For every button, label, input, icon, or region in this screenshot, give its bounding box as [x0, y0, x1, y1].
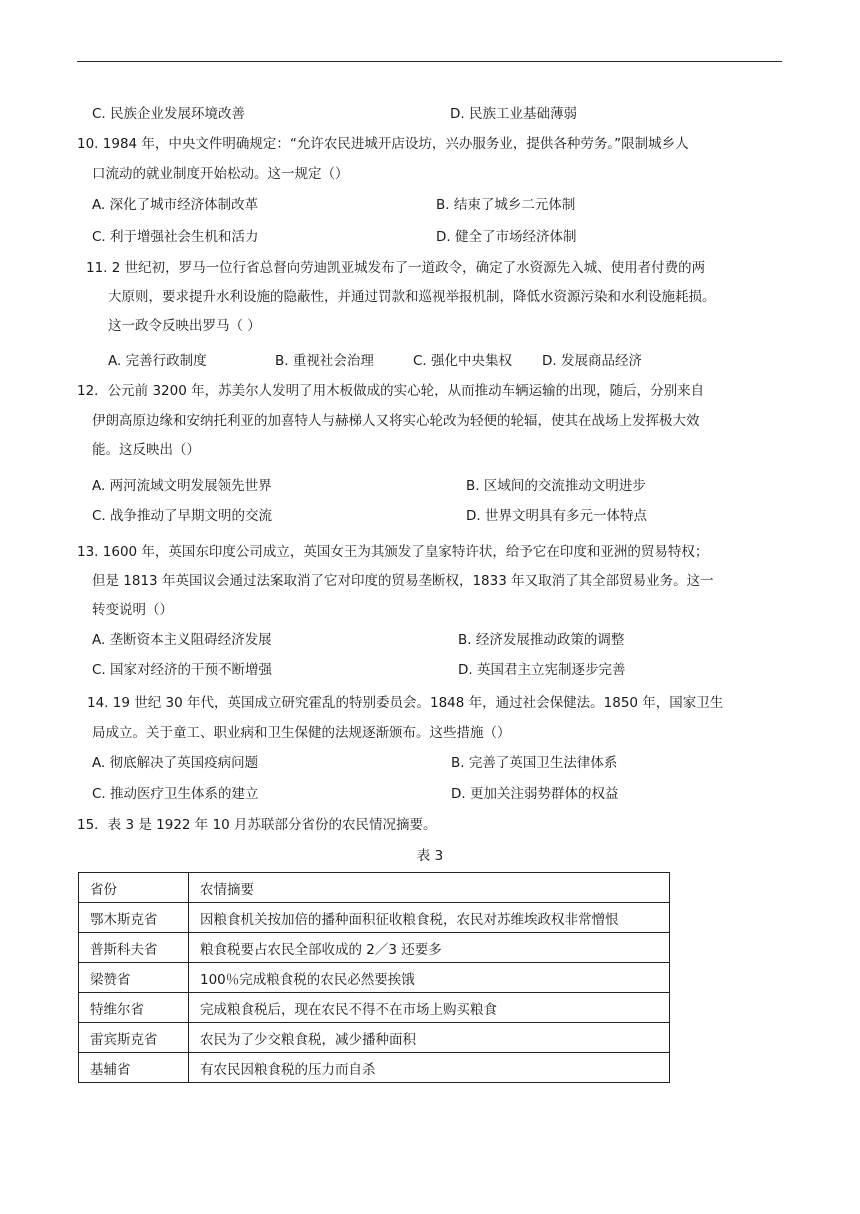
q11-stem-line-2: 大原则，要求提升水利设施的隐蔽性，并通过罚款和巡视举报机制，降低水资源污染和水利设施耗损。 — [108, 289, 716, 305]
q12-option-a[interactable]: A. 两河流域文明发展领先世界 — [92, 478, 272, 494]
q12-option-d[interactable]: D. 世界文明具有多元一体特点 — [466, 508, 647, 524]
table-cell-province: 普斯科夫省 — [79, 933, 189, 963]
table-cell-province: 鄂木斯克省 — [79, 903, 189, 933]
header-rule — [77, 61, 782, 62]
q9-option-d[interactable]: D. 民族工业基础薄弱 — [450, 106, 577, 122]
q10-option-a[interactable]: A. 深化了城市经济体制改革 — [92, 197, 259, 213]
q14-option-c[interactable]: C. 推动医疗卫生体系的建立 — [92, 786, 259, 802]
table-cell-province: 梁赞省 — [79, 963, 189, 993]
table-header-summary: 农情摘要 — [189, 873, 670, 903]
q10-stem-line-1: 10. 1984 年，中央文件明确规定：“允许农民进城开店设坊，兴办服务业，提供各种劳务。”限制城乡人 — [77, 136, 689, 152]
table-cell-summary: 100％完成粮食税的农民必然要挨饿 — [189, 963, 670, 993]
q12-stem-line-3: 能。这反映出（） — [92, 442, 200, 458]
q13-stem-line-1: 13. 1600 年，英国东印度公司成立，英国女王为其颁发了皇家特许状，给予它在印度和亚洲的贸易特权； — [77, 544, 709, 560]
q13-option-a[interactable]: A. 垄断资本主义阻碍经济发展 — [92, 632, 272, 648]
q10-stem-line-2: 口流动的就业制度开始松动。这一规定（） — [92, 166, 349, 182]
q11-option-d[interactable]: D. 发展商品经济 — [542, 353, 642, 369]
q14-option-a[interactable]: A. 彻底解决了英国疫病问题 — [92, 755, 259, 771]
q12-option-c[interactable]: C. 战争推动了早期文明的交流 — [92, 508, 273, 524]
q13-option-b[interactable]: B. 经济发展推动政策的调整 — [458, 632, 625, 648]
q14-stem-line-2: 局成立。关于童工、职业病和卫生保健的法规逐渐颁布。这些措施（） — [92, 725, 511, 741]
table-row — [79, 963, 670, 993]
q14-option-b[interactable]: B. 完善了英国卫生法律体系 — [451, 755, 618, 771]
table-row — [79, 933, 670, 963]
table-row — [79, 1023, 670, 1053]
table-row — [79, 993, 670, 1023]
q10-option-d[interactable]: D. 健全了市场经济体制 — [436, 229, 577, 245]
table-header-province: 省份 — [79, 873, 189, 903]
q14-stem-line-1: 14. 19 世纪 30 年代，英国成立研究霍乱的特别委员会。1848 年，通过社会保健法。1850 年，国家卫生 — [87, 695, 724, 711]
q13-option-c[interactable]: C. 国家对经济的干预不断增强 — [92, 662, 273, 678]
table-cell-summary: 完成粮食税后，现在农民不得不在市场上购买粮食 — [189, 993, 670, 1023]
q13-option-d[interactable]: D. 英国君主立宪制逐步完善 — [458, 662, 626, 678]
q10-option-b[interactable]: B. 结束了城乡二元体制 — [436, 197, 576, 213]
q11-option-a[interactable]: A. 完善行政制度 — [108, 353, 207, 369]
table-row — [79, 1053, 670, 1083]
table-cell-summary: 有农民因粮食税的压力而自杀 — [189, 1053, 670, 1083]
table-row — [79, 903, 670, 933]
table-cell-summary: 粮食税要占农民全部收成的 2／3 还要多 — [189, 933, 670, 963]
q12-stem-line-1: 12．公元前 3200 年，苏美尔人发明了用木板做成的实心轮，从而推动车辆运输的出现，随后，分别来自 — [77, 383, 705, 399]
q13-stem-line-3: 转变说明（） — [92, 602, 173, 618]
q11-option-b[interactable]: B. 重视社会治理 — [275, 353, 374, 369]
q12-stem-line-2: 伊朗高原边缘和安纳托利亚的加喜特人与赫梯人又将实心轮改为轻便的轮辐，使其在战场上发挥极大效 — [92, 413, 700, 429]
table-cell-province: 雷宾斯克省 — [79, 1023, 189, 1053]
table-header-row — [79, 873, 670, 903]
q14-option-d[interactable]: D. 更加关注弱势群体的权益 — [451, 786, 619, 802]
table-caption: 表 3 — [416, 848, 444, 864]
q11-stem-line-3: 这一政令反映出罗马（ ） — [108, 318, 261, 334]
q10-option-c[interactable]: C. 利于增强社会生机和活力 — [92, 229, 259, 245]
peasant-conditions-table — [78, 872, 670, 1083]
table-cell-province: 基辅省 — [79, 1053, 189, 1083]
table-cell-province: 特维尔省 — [79, 993, 189, 1023]
q15-stem: 15．表 3 是 1922 年 10 月苏联部分省份的农民情况摘要。 — [77, 817, 437, 833]
table-cell-summary: 因粮食机关按加倍的播种面积征收粮食税，农民对苏维埃政权非常憎恨 — [189, 903, 670, 933]
q11-stem-line-1: 11. 2 世纪初，罗马一位行省总督向劳迪凯亚城发布了一道政令，确定了水资源先入城、使用者付费的两 — [86, 260, 706, 276]
q9-option-c[interactable]: C. 民族企业发展环境改善 — [92, 106, 246, 122]
table-cell-summary: 农民为了少交粮食税，减少播种面积 — [189, 1023, 670, 1053]
q13-stem-line-2: 但是 1813 年英国议会通过法案取消了它对印度的贸易垄断权，1833 年又取消了其全部贸易业务。这一 — [92, 573, 714, 589]
q12-option-b[interactable]: B. 区域间的交流推动文明进步 — [466, 478, 646, 494]
q11-option-c[interactable]: C. 强化中央集权 — [413, 353, 513, 369]
